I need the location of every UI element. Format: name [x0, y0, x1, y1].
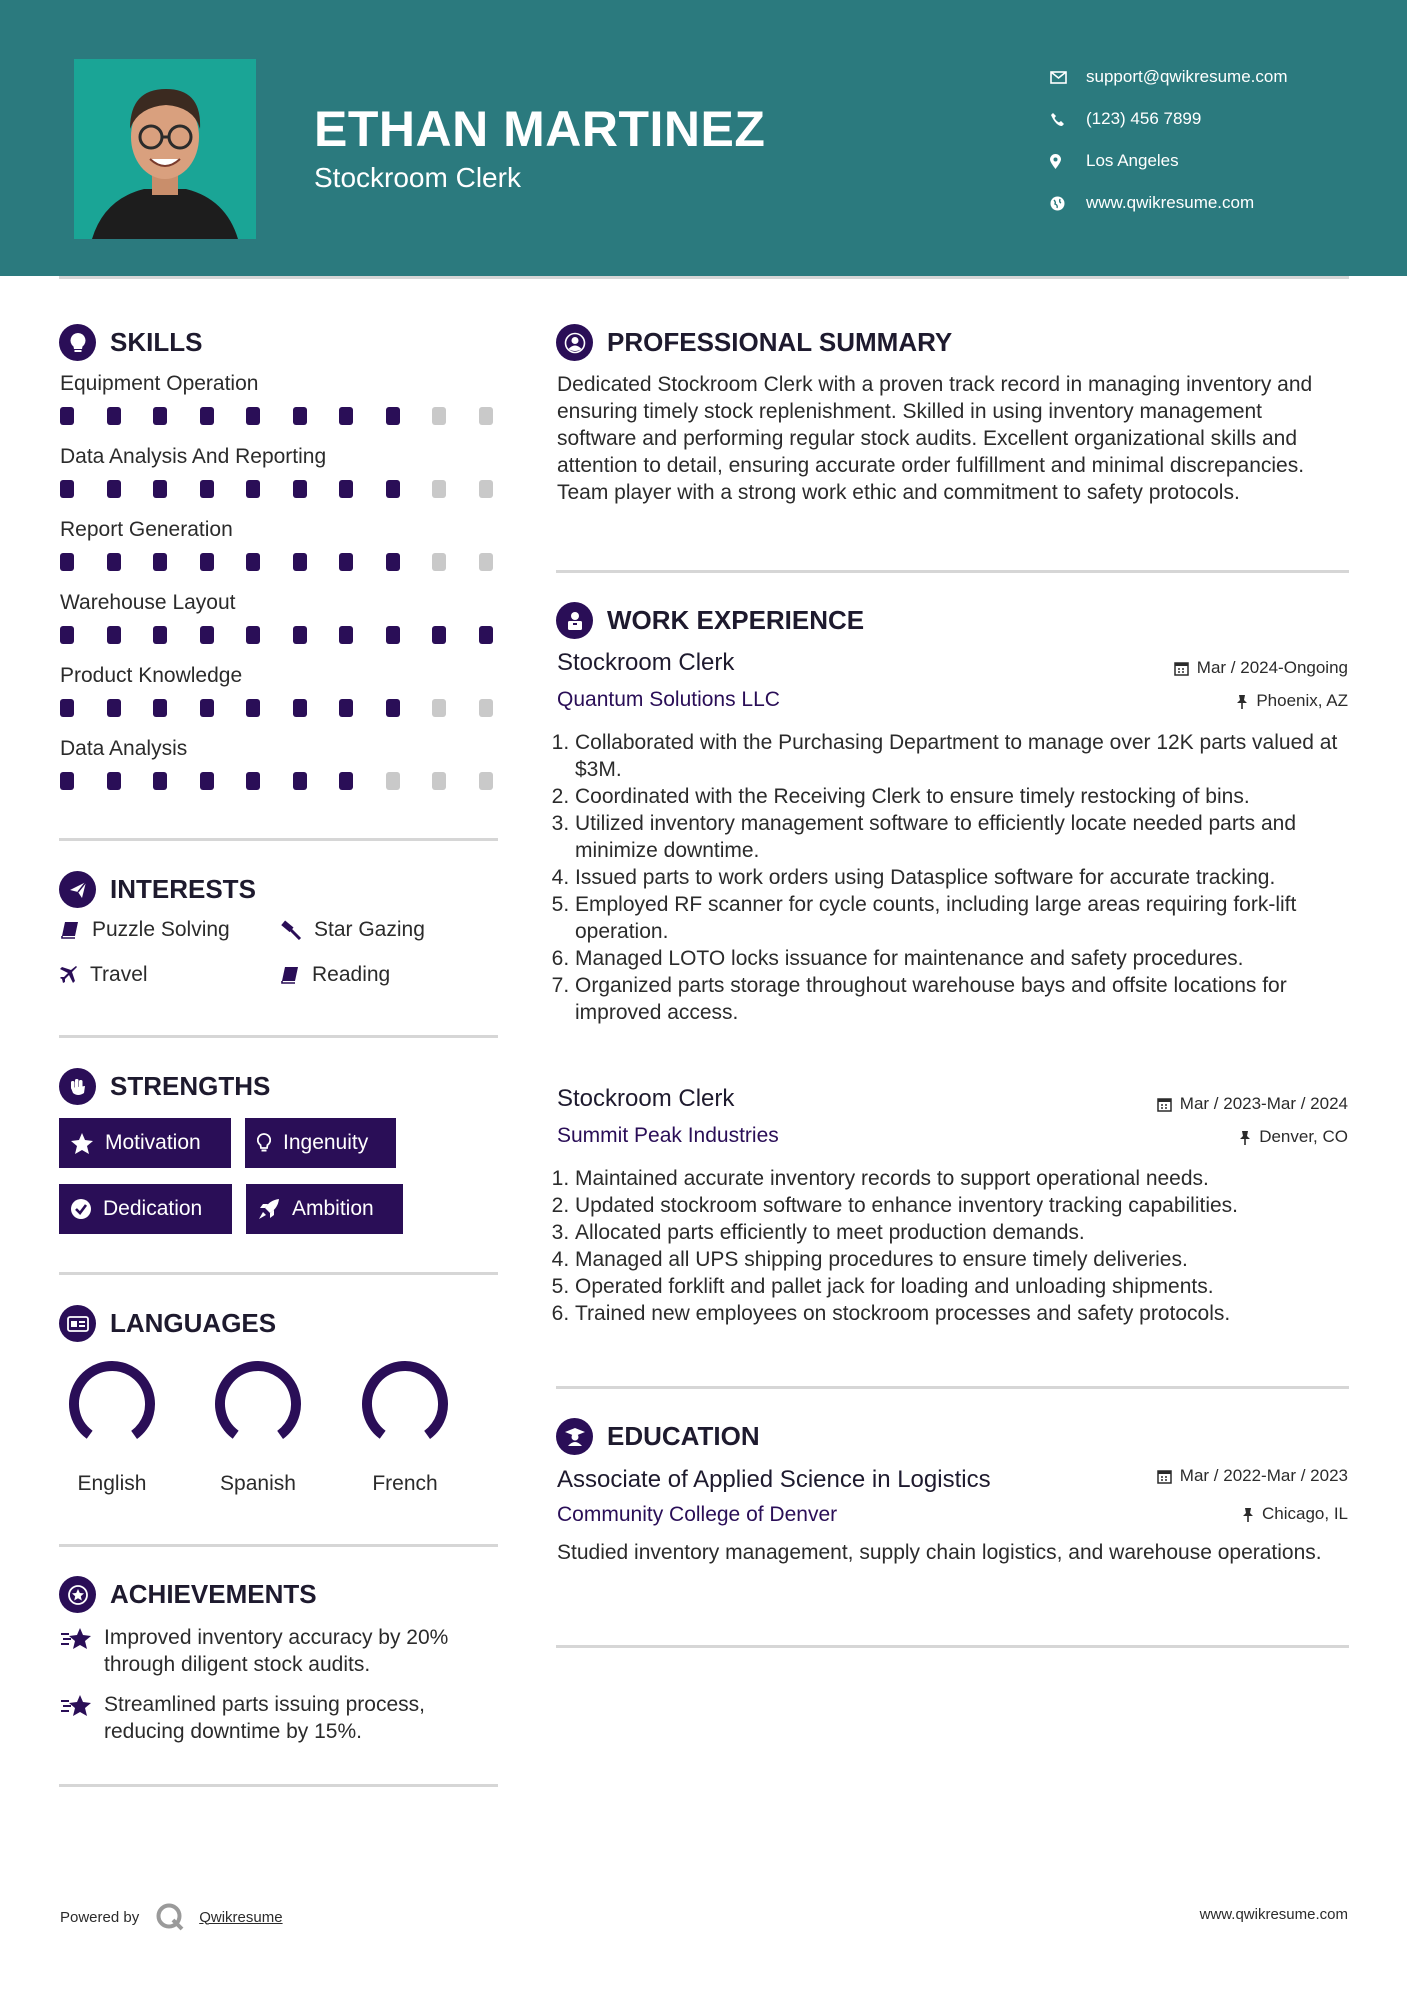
interest-label: Travel [90, 963, 148, 986]
strength-label: Dedication [103, 1197, 203, 1220]
skill-rating-dot [479, 480, 493, 498]
education-dates-text: Mar / 2022-Mar / 2023 [1179, 1466, 1348, 1485]
skill-rating-dot [432, 772, 446, 790]
rocket-icon [258, 1198, 280, 1220]
skill-rating-dot [386, 553, 400, 571]
contact-website[interactable] [1050, 182, 1288, 224]
skill-rating-dot [153, 626, 167, 644]
skill-rating-dot [60, 772, 74, 790]
fist-icon [59, 1068, 96, 1105]
skill-rating-dot [479, 553, 493, 571]
skills-title: SKILLS [110, 327, 203, 357]
skill-rating-dot [293, 699, 307, 717]
languages-title: LANGUAGES [110, 1308, 277, 1338]
job-bullet: 6. Trained new employees on stockroom processes and safety protocols. [575, 1300, 1349, 1327]
header-divider [59, 276, 1349, 279]
language-ring-arc [212, 1358, 304, 1450]
contact-website-text: www.qwikresume.com [1086, 193, 1255, 212]
education-location [1242, 1504, 1348, 1524]
summary-title: PROFESSIONAL SUMMARY [607, 327, 953, 357]
summary-heading [556, 324, 952, 361]
book-icon [280, 966, 300, 984]
skill-rating-dot [246, 626, 260, 644]
job-bullet: 4. Issued parts to work orders using Datasplice software for accurate tracking. [575, 864, 1349, 891]
contact-location-text: Los Angeles [1086, 151, 1179, 170]
hammer-icon [280, 920, 302, 940]
skill-name: Warehouse Layout [60, 591, 236, 614]
skill-rating-dot [293, 407, 307, 425]
languages-heading [59, 1305, 276, 1342]
language-ring [66, 1358, 158, 1450]
skill-rating-dot [107, 772, 121, 790]
strength-chip [59, 1184, 232, 1234]
education-text: Studied inventory management, supply chain logistics, and warehouse operations. [557, 1541, 1322, 1564]
skill-rating-dot [60, 407, 74, 425]
resume-header [0, 0, 1407, 276]
strength-chip [245, 1118, 396, 1168]
skill-rating-dot [107, 699, 121, 717]
skill-rating-dot [246, 480, 260, 498]
envelope-icon [1050, 71, 1086, 84]
skill-rating-dot [246, 407, 260, 425]
contact-location [1050, 140, 1288, 182]
skill-rating-dot [293, 772, 307, 790]
interest-item [60, 918, 230, 942]
graduate-icon [556, 1418, 593, 1455]
strengths-title: STRENGTHS [110, 1071, 271, 1101]
interest-label: Puzzle Solving [92, 918, 230, 941]
id-card-icon [59, 1305, 96, 1342]
skill-rating-dot [386, 772, 400, 790]
skill-rating-dot [339, 699, 353, 717]
skill-rating [60, 699, 525, 717]
divider [556, 1645, 1349, 1648]
job-bullet: 3. Allocated parts efficiently to meet production demands. [575, 1219, 1349, 1246]
language-ring [212, 1358, 304, 1450]
skill-rating-dot [386, 699, 400, 717]
pushpin-icon [1236, 694, 1248, 709]
interests-heading [59, 871, 256, 908]
skill-rating-dot [107, 407, 121, 425]
skill-rating-dot [153, 772, 167, 790]
contact-email[interactable] [1050, 56, 1288, 98]
summary-text: Dedicated Stockroom Clerk with a proven track record in managing inventory and ensuring timely stock replenishment. Skilled in using inventory management software and performing regular stock audits. Excellent organizational skills and attention to detail, ensuring accurate order fulfillment and minimal discrepancies. Team player with a strong work ethic and commitment to safety protocols. [557, 373, 1313, 504]
candidate-role: Stockroom Clerk [314, 162, 521, 193]
skill-rating-dot [60, 553, 74, 571]
powered-by-text: Powered by [60, 1908, 140, 1926]
skill-rating-dot [386, 407, 400, 425]
star-icon [71, 1133, 93, 1154]
language-ring-arc [66, 1358, 158, 1450]
interest-item [60, 963, 148, 987]
shooting-star-icon [60, 1624, 104, 1678]
job-bullet: 7. Organized parts storage throughout warehouse bays and offsite locations for improved access. [575, 972, 1349, 1026]
skill-rating-dot [432, 626, 446, 644]
skill-rating [60, 480, 525, 498]
divider [556, 1386, 1349, 1389]
shooting-star-icon [60, 1691, 104, 1745]
skill-rating-dot [153, 407, 167, 425]
divider [59, 1784, 498, 1787]
divider [59, 838, 498, 841]
job-bullets [557, 1165, 1349, 1327]
language-ring [359, 1358, 451, 1450]
map-pin-icon [1050, 154, 1086, 169]
strength-label: Motivation [105, 1131, 201, 1154]
book-icon [60, 921, 80, 939]
education-heading [556, 1418, 760, 1455]
job-dates-text: Mar / 2023-Mar / 2024 [1179, 1094, 1348, 1113]
skill-rating-dot [200, 626, 214, 644]
contact-phone[interactable] [1050, 98, 1288, 140]
skill-rating-dot [246, 772, 260, 790]
skill-rating-dot [386, 480, 400, 498]
job-location-text: Denver, CO [1259, 1127, 1348, 1146]
skill-rating-dot [200, 407, 214, 425]
achievements-title: ACHIEVEMENTS [110, 1579, 317, 1609]
skill-rating-dot [60, 480, 74, 498]
skill-rating-dot [60, 699, 74, 717]
skill-rating-dot [479, 699, 493, 717]
paper-plane-icon [59, 871, 96, 908]
skill-name: Product Knowledge [60, 664, 243, 687]
job-bullet: 5. Employed RF scanner for cycle counts, including large areas requiring fork-lift operation. [575, 891, 1349, 945]
skill-rating-dot [200, 553, 214, 571]
job-bullet: 3. Utilized inventory management software to efficiently locate needed parts and minimize downtime. [575, 810, 1349, 864]
interest-item [280, 963, 390, 987]
skill-rating-dot [107, 480, 121, 498]
skill-rating-dot [432, 699, 446, 717]
skill-rating [60, 772, 525, 790]
skills-heading [59, 324, 202, 361]
skill-rating-dot [153, 553, 167, 571]
job-dates [1174, 658, 1348, 678]
calendar-icon [1157, 1097, 1172, 1112]
check-circle-icon [71, 1199, 91, 1219]
interest-label: Star Gazing [314, 918, 425, 941]
footer-website[interactable]: www.qwikresume.com [1199, 1906, 1348, 1923]
pushpin-icon [1239, 1130, 1251, 1145]
contact-phone-text: (123) 456 7899 [1086, 109, 1202, 128]
job-bullet: 1. Maintained accurate inventory records to support operational needs. [575, 1165, 1349, 1192]
qwikresume-link[interactable]: Qwikresume [199, 1908, 283, 1926]
language-name: French [372, 1472, 438, 1495]
star-badge-icon [59, 1576, 96, 1613]
skill-rating-dot [479, 626, 493, 644]
language-name: English [77, 1472, 147, 1495]
job-bullets [557, 729, 1349, 1026]
skill-rating-dot [293, 480, 307, 498]
divider [59, 1272, 498, 1275]
job-title: Stockroom Clerk [557, 1085, 735, 1112]
qwikresume-logo-icon [155, 1902, 185, 1932]
lightbulb-icon [59, 324, 96, 361]
skill-rating-dot [153, 480, 167, 498]
candidate-name: ETHAN MARTINEZ [314, 101, 766, 157]
briefcase-user-icon [556, 602, 593, 639]
skill-rating-dot [339, 407, 353, 425]
achievements-heading [59, 1576, 317, 1613]
skill-rating-dot [246, 553, 260, 571]
education-title: EDUCATION [607, 1421, 760, 1451]
user-icon [556, 324, 593, 361]
job-bullet: 4. Managed all UPS shipping procedures to ensure timely deliveries. [575, 1246, 1349, 1273]
education-location-text: Chicago, IL [1262, 1504, 1348, 1523]
language-name: Spanish [220, 1472, 296, 1495]
skill-rating-dot [479, 407, 493, 425]
job-location-text: Phoenix, AZ [1256, 691, 1348, 710]
job-bullet: 5. Operated forklift and pallet jack for loading and unloading shipments. [575, 1273, 1349, 1300]
phone-icon [1050, 112, 1086, 127]
lightbulb-icon [257, 1133, 271, 1153]
skill-rating-dot [293, 553, 307, 571]
interest-label: Reading [312, 963, 391, 986]
interest-item [280, 918, 425, 942]
skill-rating-dot [293, 626, 307, 644]
skill-rating [60, 553, 525, 571]
skill-rating-dot [339, 480, 353, 498]
skill-rating-dot [339, 553, 353, 571]
skill-rating-dot [107, 553, 121, 571]
skill-rating-dot [479, 772, 493, 790]
skill-rating-dot [339, 626, 353, 644]
achievement-item [60, 1624, 500, 1678]
footer-powered-by [60, 1902, 283, 1932]
skill-rating-dot [107, 626, 121, 644]
skill-rating-dot [339, 772, 353, 790]
skill-rating-dot [432, 480, 446, 498]
job-dates [1157, 1094, 1348, 1114]
skill-name: Data Analysis And Reporting [60, 445, 327, 468]
calendar-icon [1174, 661, 1189, 676]
strength-chip [246, 1184, 403, 1234]
strength-chip [59, 1118, 231, 1168]
calendar-icon [1157, 1469, 1172, 1484]
achievement-item [60, 1691, 500, 1745]
job-bullet: 6. Managed LOTO locks issuance for maintenance and safety procedures. [575, 945, 1349, 972]
language-ring-arc [359, 1358, 451, 1450]
skill-rating-dot [432, 553, 446, 571]
contact-list [1050, 56, 1288, 224]
job-title: Stockroom Clerk [557, 649, 735, 676]
skill-name: Data Analysis [60, 737, 188, 760]
strength-label: Ingenuity [283, 1131, 369, 1154]
job-location [1236, 691, 1348, 711]
strengths-heading [59, 1068, 270, 1105]
skill-rating [60, 626, 525, 644]
company-name: Summit Peak Industries [557, 1124, 779, 1147]
experience-title: WORK EXPERIENCE [607, 605, 865, 635]
education-dates [1157, 1466, 1348, 1486]
skill-name: Report Generation [60, 518, 233, 541]
pushpin-icon [1242, 1507, 1254, 1522]
skill-rating-dot [60, 626, 74, 644]
achievement-text: Streamlined parts issuing process, reducing downtime by 15%. [104, 1693, 425, 1743]
divider [59, 1035, 498, 1038]
achievement-text: Improved inventory accuracy by 20% through diligent stock audits. [104, 1626, 449, 1676]
divider [556, 570, 1349, 573]
job-location [1239, 1127, 1348, 1147]
job-dates-text: Mar / 2024-Ongoing [1196, 658, 1348, 677]
job-bullet: 1. Collaborated with the Purchasing Department to manage over 12K parts valued at $3M. [575, 729, 1349, 783]
skill-rating-dot [386, 626, 400, 644]
skill-rating-dot [432, 407, 446, 425]
strength-label: Ambition [292, 1197, 374, 1220]
interests-title: INTERESTS [110, 874, 256, 904]
degree-title: Associate of Applied Science in Logistics [557, 1466, 991, 1493]
airplane-icon [60, 966, 78, 984]
skill-rating-dot [200, 699, 214, 717]
skill-rating [60, 407, 525, 425]
skill-rating-dot [153, 699, 167, 717]
job-bullet: 2. Updated stockroom software to enhance inventory tracking capabilities. [575, 1192, 1349, 1219]
skill-rating-dot [246, 699, 260, 717]
experience-heading [556, 602, 864, 639]
company-name: Quantum Solutions LLC [557, 688, 780, 711]
job-bullet: 2. Coordinated with the Receiving Clerk to ensure timely restocking of bins. [575, 783, 1349, 810]
skill-rating-dot [200, 772, 214, 790]
skill-rating-dot [200, 480, 214, 498]
profile-photo [74, 59, 256, 239]
contact-email-text: support@qwikresume.com [1086, 67, 1288, 86]
divider [59, 1544, 498, 1547]
globe-icon [1050, 196, 1086, 211]
skill-name: Equipment Operation [60, 372, 259, 395]
school-name: Community College of Denver [557, 1503, 838, 1526]
